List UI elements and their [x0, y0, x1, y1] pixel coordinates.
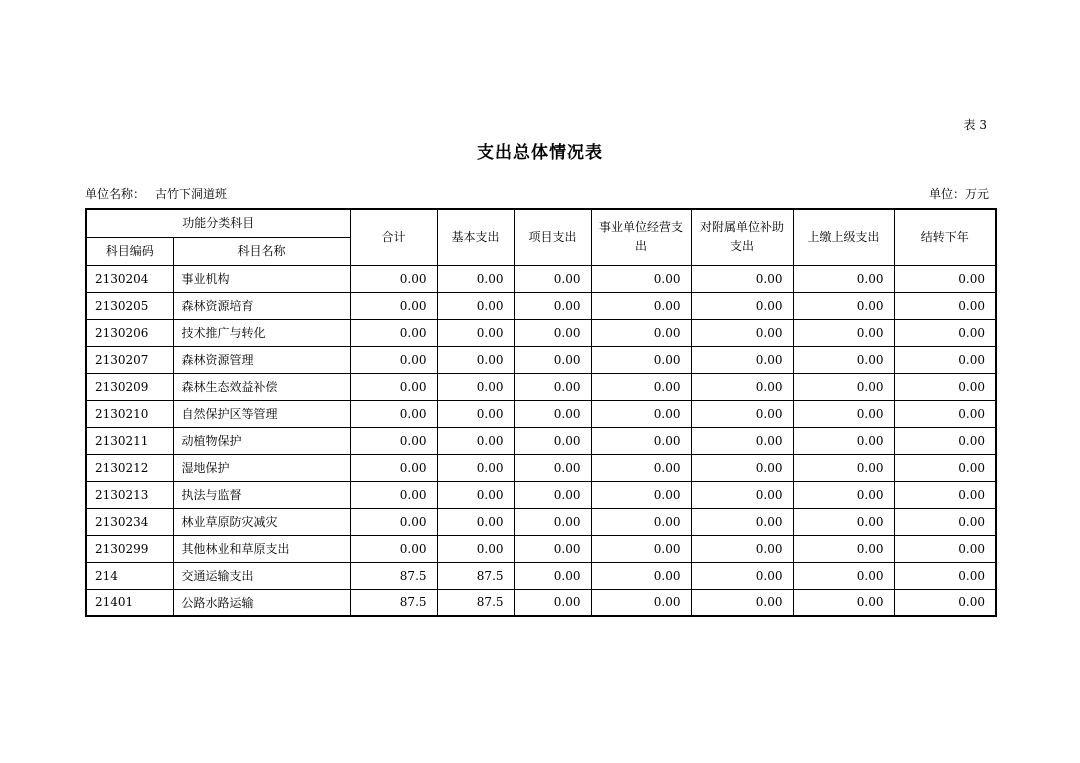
header-carryover-next-year: 结转下年 [894, 209, 996, 265]
row-value: 0.00 [514, 562, 591, 589]
row-value: 0.00 [691, 508, 793, 535]
row-subject-name: 森林资源培育 [173, 292, 350, 319]
row-value: 0.00 [894, 292, 996, 319]
table-header [86, 209, 996, 265]
row-value: 0.00 [437, 319, 514, 346]
row-value: 0.00 [350, 400, 437, 427]
table-row [86, 400, 996, 427]
row-value: 0.00 [793, 346, 894, 373]
row-subject-code: 2130212 [86, 454, 173, 481]
row-value: 0.00 [793, 562, 894, 589]
row-subject-name: 动植物保护 [173, 427, 350, 454]
table-row [86, 454, 996, 481]
row-value: 0.00 [793, 589, 894, 616]
row-value: 0.00 [350, 265, 437, 292]
row-value: 0.00 [691, 589, 793, 616]
row-subject-code: 2130234 [86, 508, 173, 535]
row-value: 0.00 [437, 535, 514, 562]
row-value: 0.00 [350, 535, 437, 562]
row-value: 0.00 [591, 535, 691, 562]
table-row [86, 427, 996, 454]
row-subject-code: 2130206 [86, 319, 173, 346]
row-value: 0.00 [793, 373, 894, 400]
row-value: 0.00 [591, 481, 691, 508]
header-operating-expenditure: 事业单位经营支出 [591, 209, 691, 265]
row-value: 0.00 [894, 508, 996, 535]
row-value: 0.00 [514, 589, 591, 616]
expenditure-table [85, 208, 997, 617]
table-row [86, 292, 996, 319]
row-value: 0.00 [437, 292, 514, 319]
row-subject-name: 技术推广与转化 [173, 319, 350, 346]
row-subject-name: 公路水路运输 [173, 589, 350, 616]
row-value: 87.5 [350, 562, 437, 589]
row-value: 0.00 [894, 454, 996, 481]
row-value: 87.5 [437, 589, 514, 616]
table-body [86, 265, 996, 616]
row-value: 0.00 [691, 346, 793, 373]
table-number-tag: 表 3 [963, 118, 987, 132]
row-value: 0.00 [894, 346, 996, 373]
row-subject-code: 2130205 [86, 292, 173, 319]
header-functional-classification: 功能分类科目 [86, 209, 350, 237]
row-value: 0.00 [350, 346, 437, 373]
row-value: 0.00 [591, 373, 691, 400]
row-value: 0.00 [894, 562, 996, 589]
row-value: 0.00 [350, 481, 437, 508]
row-value: 0.00 [894, 265, 996, 292]
row-value: 0.00 [591, 400, 691, 427]
header-subsidy-to-affiliates: 对附属单位补助支出 [691, 209, 793, 265]
row-subject-code: 2130207 [86, 346, 173, 373]
row-subject-code: 2130213 [86, 481, 173, 508]
row-value: 0.00 [793, 319, 894, 346]
row-subject-name: 事业机构 [173, 265, 350, 292]
row-value: 0.00 [591, 427, 691, 454]
table-row [86, 481, 996, 508]
row-value: 0.00 [793, 292, 894, 319]
row-value: 0.00 [591, 508, 691, 535]
unit-of-measure-label: 单位：万元 [928, 187, 989, 201]
meta-row [85, 186, 995, 202]
row-subject-name: 执法与监督 [173, 481, 350, 508]
header-upward-remittance: 上缴上级支出 [793, 209, 894, 265]
table-row [86, 508, 996, 535]
row-value: 0.00 [437, 373, 514, 400]
row-value: 0.00 [894, 535, 996, 562]
row-value: 0.00 [793, 265, 894, 292]
header-subject-name: 科目名称 [173, 237, 350, 265]
row-value: 0.00 [793, 508, 894, 535]
row-value: 0.00 [350, 319, 437, 346]
row-value: 0.00 [591, 292, 691, 319]
row-value: 0.00 [894, 427, 996, 454]
row-subject-name: 交通运输支出 [173, 562, 350, 589]
table-row [86, 373, 996, 400]
row-value: 0.00 [514, 535, 591, 562]
row-value: 0.00 [793, 481, 894, 508]
unit-name-label: 单位名称： [85, 187, 146, 201]
row-value: 0.00 [514, 427, 591, 454]
row-value: 0.00 [437, 508, 514, 535]
header-row-group [86, 209, 996, 237]
row-value: 0.00 [591, 346, 691, 373]
row-value: 0.00 [691, 319, 793, 346]
unit-name-value: 古竹下洞道班 [155, 187, 228, 201]
row-value: 0.00 [894, 373, 996, 400]
row-value: 87.5 [350, 589, 437, 616]
row-value: 0.00 [350, 508, 437, 535]
row-subject-name: 湿地保护 [173, 454, 350, 481]
header-project-expenditure: 项目支出 [514, 209, 591, 265]
table-row [86, 265, 996, 292]
row-value: 0.00 [350, 454, 437, 481]
row-value: 0.00 [514, 346, 591, 373]
row-value: 0.00 [350, 373, 437, 400]
unit-name [85, 186, 227, 202]
row-value: 0.00 [793, 427, 894, 454]
row-subject-code: 2130210 [86, 400, 173, 427]
row-value: 0.00 [691, 535, 793, 562]
row-value: 0.00 [894, 589, 996, 616]
row-value: 0.00 [691, 400, 793, 427]
row-value: 0.00 [591, 562, 691, 589]
row-value: 0.00 [350, 427, 437, 454]
row-value: 0.00 [894, 400, 996, 427]
row-value: 0.00 [691, 427, 793, 454]
table-row [86, 589, 996, 616]
row-value: 0.00 [691, 265, 793, 292]
row-value: 0.00 [691, 454, 793, 481]
header-total: 合计 [350, 209, 437, 265]
row-subject-code: 2130209 [86, 373, 173, 400]
table-row [86, 562, 996, 589]
row-value: 0.00 [514, 454, 591, 481]
row-subject-code: 214 [86, 562, 173, 589]
row-value: 87.5 [437, 562, 514, 589]
row-value: 0.00 [894, 481, 996, 508]
row-subject-code: 2130299 [86, 535, 173, 562]
row-value: 0.00 [437, 265, 514, 292]
row-value: 0.00 [437, 481, 514, 508]
row-value: 0.00 [514, 400, 591, 427]
row-value: 0.00 [514, 373, 591, 400]
row-subject-code: 2130211 [86, 427, 173, 454]
row-value: 0.00 [894, 319, 996, 346]
row-value: 0.00 [350, 292, 437, 319]
row-value: 0.00 [793, 400, 894, 427]
row-value: 0.00 [514, 508, 591, 535]
row-subject-code: 2130204 [86, 265, 173, 292]
row-subject-code: 21401 [86, 589, 173, 616]
row-value: 0.00 [437, 346, 514, 373]
row-value: 0.00 [691, 292, 793, 319]
row-value: 0.00 [514, 292, 591, 319]
row-value: 0.00 [514, 265, 591, 292]
row-subject-name: 其他林业和草原支出 [173, 535, 350, 562]
row-subject-name: 森林生态效益补偿 [173, 373, 350, 400]
table-row [86, 346, 996, 373]
row-subject-name: 森林资源管理 [173, 346, 350, 373]
row-value: 0.00 [691, 481, 793, 508]
row-value: 0.00 [691, 562, 793, 589]
row-value: 0.00 [793, 535, 894, 562]
header-subject-code: 科目编码 [86, 237, 173, 265]
row-value: 0.00 [691, 373, 793, 400]
row-value: 0.00 [437, 427, 514, 454]
row-value: 0.00 [591, 589, 691, 616]
table-row [86, 319, 996, 346]
row-value: 0.00 [591, 319, 691, 346]
row-value: 0.00 [437, 400, 514, 427]
row-value: 0.00 [591, 265, 691, 292]
row-value: 0.00 [514, 481, 591, 508]
header-basic-expenditure: 基本支出 [437, 209, 514, 265]
row-value: 0.00 [437, 454, 514, 481]
row-subject-name: 自然保护区等管理 [173, 400, 350, 427]
table-row [86, 535, 996, 562]
row-subject-name: 林业草原防灾减灾 [173, 508, 350, 535]
row-value: 0.00 [514, 319, 591, 346]
page-title: 支出总体情况表 [477, 143, 603, 163]
row-value: 0.00 [793, 454, 894, 481]
row-value: 0.00 [591, 454, 691, 481]
